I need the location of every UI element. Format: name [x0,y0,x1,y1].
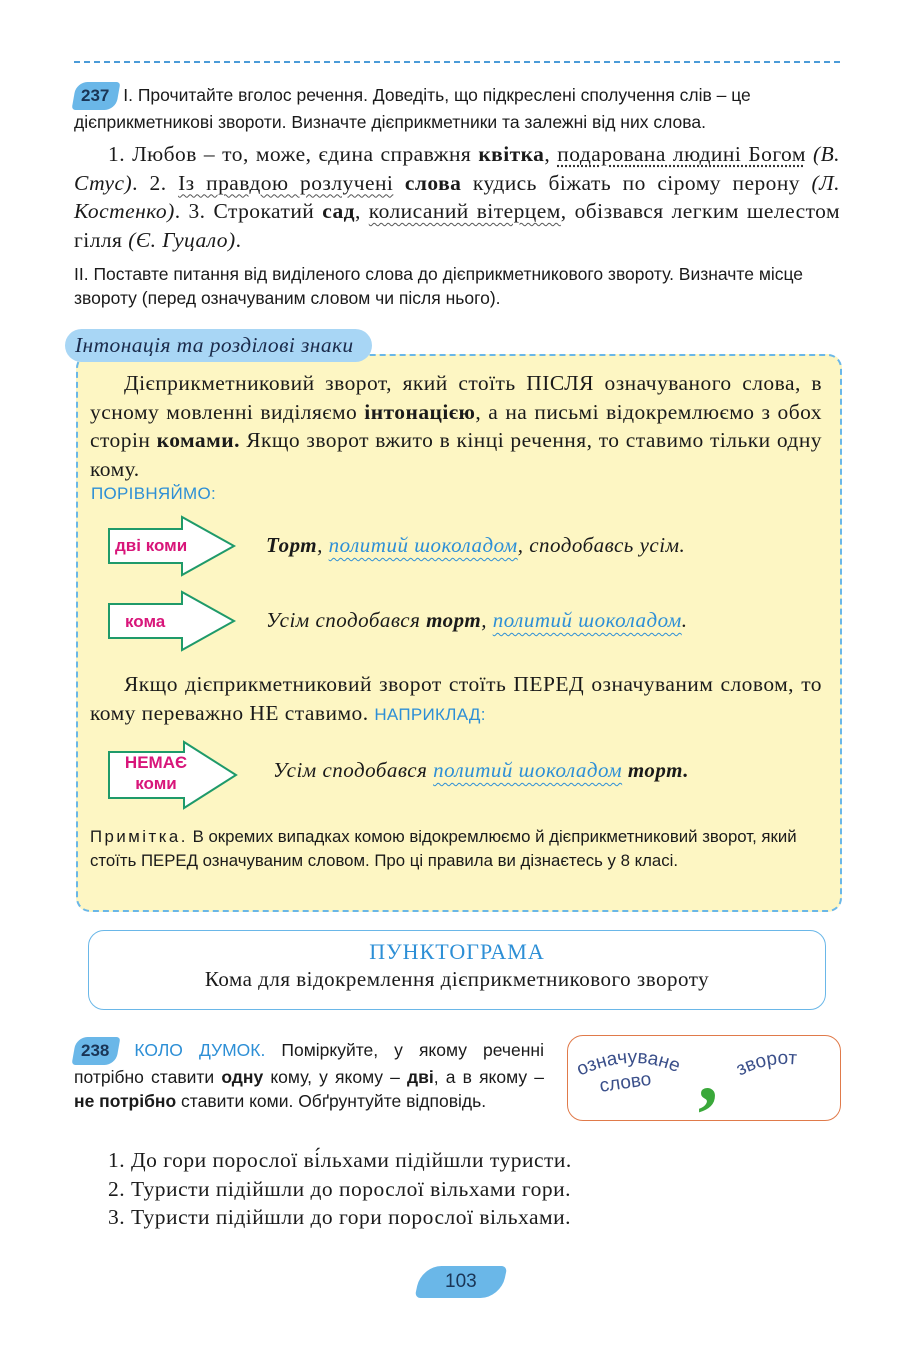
card-right-word: зворот [732,1047,798,1081]
card-comma: , [698,1036,718,1118]
task-number-badge: 238 [72,1037,121,1065]
arrow-two-commas-label: дві коми [115,536,188,555]
task-237-sentences: 1. Любов – то, може, єдина справжня квітка, подарована людині Богом (В. Стус). 2. Із правдою розлучені слова кудись біжать по сірому перону (Л. Костенко). 3. Строкатий сад, колисаний вітерцем, обізвався легким шелестом гілля (Є. Гуцало). [74,142,841,252]
thought-circle-card [567,1035,841,1121]
task-237-intro [74,82,840,134]
rule-paragraph-1: Дієприкметниковий зворот, який стоїть ПІСЛЯ означуваного слова, в усному мовленні виділяємо інтонацією, а на письмі відокремлюємо з обох сторін комами. Якщо зворот вжито в кінці речення, то ставимо тільки одну кому. [90,371,822,481]
top-dashed-divider [74,61,840,63]
rule-note: Примітка. В окремих випадках комою відокремлюємо й дієприкметниковий зворот, який стоїть ПЕРЕД означуваним словом. Про ці правила ви дізнаєтесь у 8 класі. [90,827,797,870]
example-3: Усім сподобався политий шоколадом торт. [273,758,689,782]
sentence-3: 3. Туристи підійшли до гори порослої вільхами. [108,1205,571,1229]
rule-paragraph-2: Якщо дієприкметниковий зворот стоїть ПЕРЕД означуваним словом, то кому переважно НЕ ставимо. НАПРИКЛАД: [90,672,822,725]
card-graphic [568,1036,840,1120]
example-2: Усім сподобався торт, политий шоколадом. [266,608,688,632]
sentence-2: 2. Туристи підійшли до порослої вільхами гори. [108,1176,571,1201]
punktogram-box [88,930,826,1010]
task-238-instruction: 238 КОЛО ДУМОК. Поміркуйте, у якому реченні потрібно ставити одну кому, у якому – дві, а в якому – не потрібно ставити коми. Обґрунтуйте відповідь. [74,1037,544,1113]
arrow-one-comma-label: кома [125,612,166,631]
task-238-sentences [108,1146,572,1232]
punktogram-title: ПУНКТОГРАМА [369,939,545,964]
example-1: Торт, политий шоколадом, сподобавсь усім. [266,533,686,557]
task-237-part2: ІІ. Поставте питання від виділеного слова до дієприкметникового звороту. Визначте місце звороту (перед означуваним словом чи після нього). [74,264,804,308]
section-title: Інтонація та розділові знаки [65,329,372,362]
card-left-word-2: слово [598,1068,653,1097]
task-number-badge: 237 [72,82,121,110]
arrow-no-comma-label: НЕМАЄ коми [124,753,188,793]
task-237-instruction: І. Прочитайте вголос речення. Доведіть, що підкреслені сполучення слів – це дієприкметникові звороти. Визначте дієприкметники та залежні від них слова. [74,85,751,132]
card-left-word-1: означуване [573,1046,684,1081]
compare-label: ПОРІВНЯЙМО: [91,484,217,503]
page-number: 103 [415,1266,508,1298]
punktogram-text: Кома для відокремлення дієприкметникового звороту [204,967,710,991]
sentence-1: 1. До гори порослої ві́льхами підійшли туристи. [108,1148,572,1172]
